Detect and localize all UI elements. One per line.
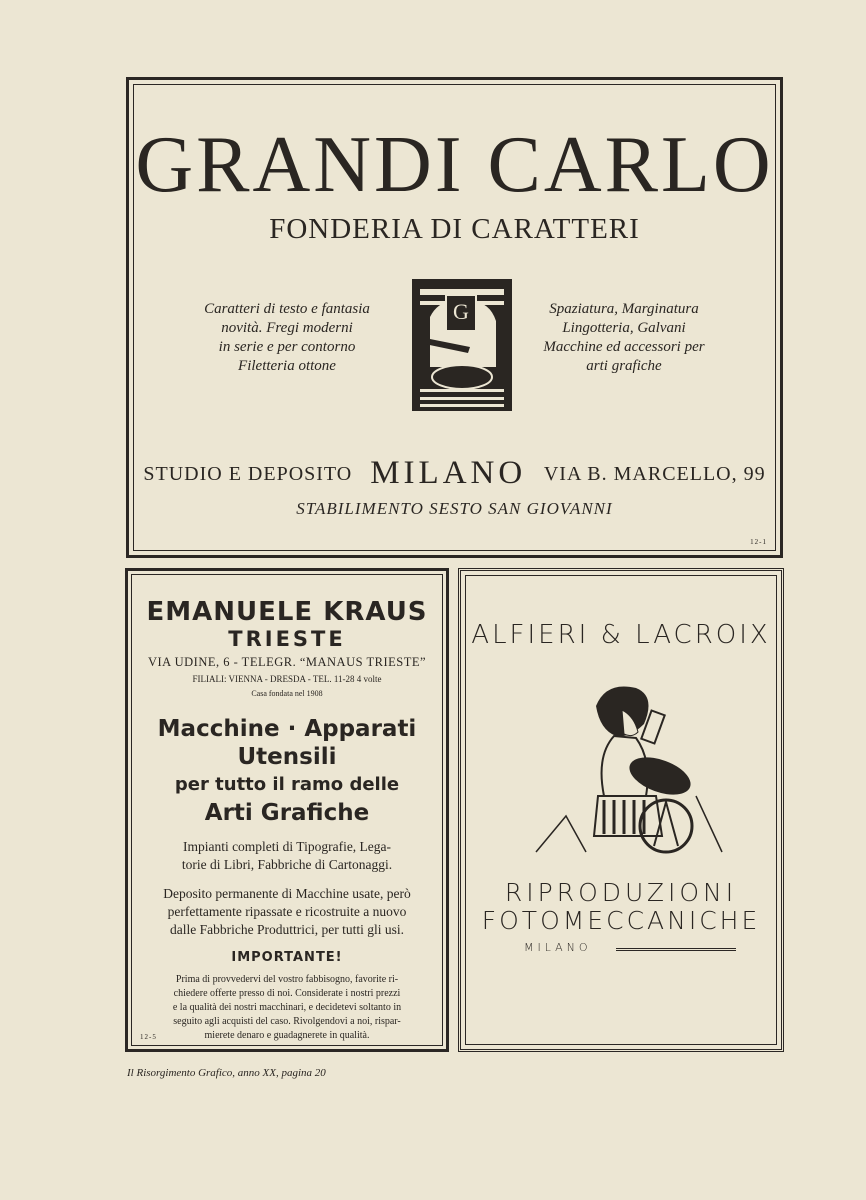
paragraph-line: perfettamente ripassate e ricostruite a nuovo: [167, 904, 407, 919]
paragraph-line: e la qualità dei nostri macchinari, e decidetevi soltanto in: [172, 1002, 402, 1013]
headline-line: Macchine · Apparati: [157, 716, 417, 742]
products-right: [526, 300, 722, 376]
product-line: Caratteri di testo e fantasia: [204, 301, 370, 317]
important-paragraph: [144, 973, 430, 1043]
founded-line: Casa fondata nel 1908: [251, 689, 323, 698]
factory-location: STABILIMENTO SESTO SAN GIOVANNI: [296, 499, 613, 518]
ad-inner-border: [131, 574, 443, 1046]
product-line: Lingotteria, Galvani: [562, 320, 686, 336]
important-heading: IMPORTANTE!: [231, 950, 343, 965]
headline-line: per tutto il ramo delle: [174, 774, 400, 795]
page-footer: Il Risorgimento Grafico, anno XX, pagina 20: [127, 1067, 326, 1079]
ad-inner-border: [465, 575, 777, 1045]
product-line: arti grafiche: [586, 358, 662, 374]
studio-address: [134, 455, 775, 492]
svg-text:G: G: [453, 299, 469, 324]
product-line: in serie e per contorno: [218, 339, 356, 355]
products-left: [182, 300, 392, 376]
services-paragraph: [132, 838, 442, 874]
headline-photomechanical: FOTOMECCANICHE: [481, 906, 761, 935]
paragraph-line: Deposito permanente di Macchine usate, però: [163, 886, 411, 901]
ad-grandi-carlo: [126, 77, 783, 558]
company-address: VIA UDINE, 6 - TELEGR. “MANAUS TRIESTE”: [147, 655, 427, 669]
ad-code: 12-5: [140, 1033, 157, 1041]
deposit-paragraph: [132, 885, 442, 939]
product-line: Macchine ed accessori per: [543, 339, 705, 355]
branches-line: FILIALI: VIENNA - DRESDA - TEL. 11-28 4 volte: [192, 674, 382, 684]
paragraph-line: Prima di provvedervi del vostro fabbisogno, favorite ri-: [175, 974, 399, 985]
paragraph-line: torie di Libri, Fabbriche di Cartonaggi.: [181, 857, 393, 872]
headline-line: Arti Grafiche: [204, 800, 370, 826]
headline: [132, 715, 442, 771]
woman-with-palette-illustration-icon: [526, 676, 726, 876]
paragraph-line: mierete denaro e guadagnerete in qualità.: [204, 1030, 370, 1041]
ad-emanuele-kraus: [125, 568, 449, 1052]
brand-name: ALFIERI & LACROIX: [471, 620, 771, 650]
street-address: VIA B. MARCELLO, 99: [543, 463, 766, 485]
headline-reproductions: RIPRODUZIONI: [504, 878, 738, 907]
decorative-rule: [616, 948, 736, 951]
company-city: TRIESTE: [228, 627, 346, 651]
city-name: MILANO: [370, 455, 527, 491]
product-line: Filetteria ottone: [238, 358, 336, 374]
paragraph-line: seguito agli acquisti del caso. Rivolgendovi a noi, rispar-: [173, 1016, 401, 1027]
product-line: Spaziatura, Marginatura: [549, 301, 699, 317]
city-name: MILANO: [524, 941, 592, 954]
ad-code: 12-1: [750, 538, 767, 546]
company-name: EMANUELE KRAUS: [146, 597, 428, 627]
ad-inner-border: [133, 84, 776, 551]
headline-line: Utensili: [237, 744, 337, 770]
foundry-logo-icon: [410, 277, 514, 413]
studio-label: STUDIO E DEPOSITO: [143, 463, 353, 485]
paragraph-line: Impianti completi di Tipografie, Lega-: [182, 839, 392, 854]
company-subtitle: FONDERIA DI CARATTERI: [269, 213, 640, 245]
ad-alfieri-lacroix: [458, 568, 784, 1052]
paragraph-line: dalle Fabbriche Produttrici, per tutti gli usi.: [170, 922, 404, 937]
paragraph-line: chiedere offerte presso di noi. Considerate i nostri prezzi: [173, 988, 401, 999]
company-title: GRANDI CARLO: [135, 121, 774, 209]
product-line: novità. Fregi moderni: [221, 320, 353, 336]
